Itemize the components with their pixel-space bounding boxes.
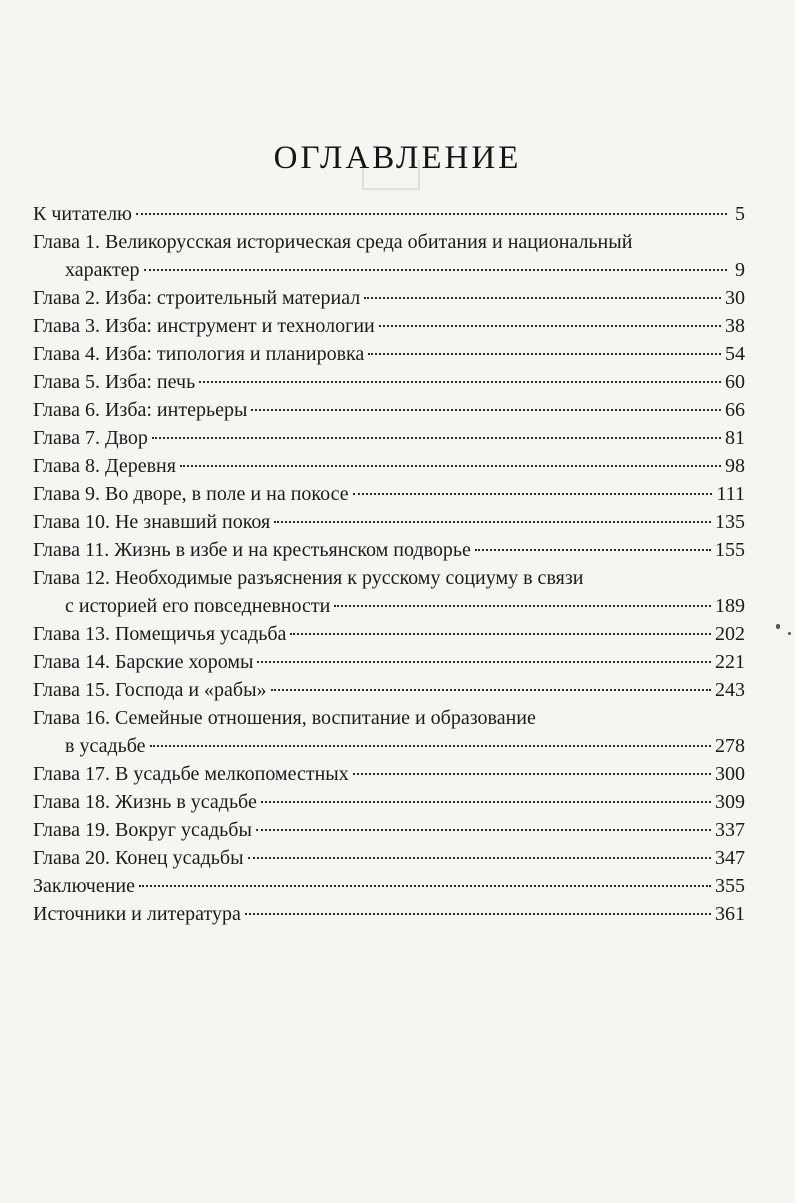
- toc-entry-line: [33, 200, 745, 228]
- toc-entry-line: [33, 900, 745, 928]
- toc-entry-title: Глава 10. Не знавший покоя: [33, 511, 271, 533]
- dot-leader: [256, 829, 711, 831]
- toc-entry[interactable]: [33, 788, 745, 816]
- toc-entry-line: [33, 284, 745, 312]
- toc-entry[interactable]: [33, 900, 745, 928]
- toc-entry-line: [33, 844, 745, 872]
- toc-entry-title: Глава 5. Изба: печь: [33, 371, 196, 393]
- dot-leader: [139, 885, 711, 887]
- toc-page-number: 243: [715, 679, 745, 701]
- toc-entry-line: [33, 340, 745, 368]
- dust-speck: [776, 624, 780, 629]
- toc-entry-title: Глава 9. Во дворе, в поле и на покосе: [33, 483, 349, 505]
- toc-entry-title: с историей его повседневности: [65, 595, 331, 617]
- toc-entry-line: [33, 760, 745, 788]
- toc-page-number: 81: [725, 427, 745, 449]
- toc-entry[interactable]: [33, 564, 745, 620]
- toc-entry-line: [33, 480, 745, 508]
- toc-entry[interactable]: [33, 284, 745, 312]
- toc-entry-line: [33, 676, 745, 704]
- toc-entry-title: Глава 8. Деревня: [33, 455, 176, 477]
- toc-entry-line: [33, 396, 745, 424]
- toc-entry-title: К читателю: [33, 203, 132, 225]
- toc-entry-title: Глава 19. Вокруг усадьбы: [33, 819, 252, 841]
- dot-leader: [180, 465, 721, 467]
- toc-entry[interactable]: [33, 312, 745, 340]
- dust-speck: [788, 632, 791, 635]
- dot-leader: [257, 661, 711, 663]
- toc-entry-title: Глава 18. Жизнь в усадьбе: [33, 791, 257, 813]
- toc-entry[interactable]: [33, 676, 745, 704]
- toc-entry-title: Глава 4. Изба: типология и планировка: [33, 343, 365, 365]
- toc-entry[interactable]: [33, 760, 745, 788]
- toc-entry[interactable]: [33, 480, 745, 508]
- toc-page-number: 278: [715, 735, 745, 757]
- dot-leader: [261, 801, 711, 803]
- toc-page-number: 54: [725, 343, 745, 365]
- toc-entry[interactable]: [33, 648, 745, 676]
- dot-leader: [475, 549, 711, 551]
- toc-page-number: 309: [715, 791, 745, 813]
- toc-entry-line: [33, 816, 745, 844]
- dot-leader: [274, 521, 711, 523]
- toc-entry-line: [33, 228, 745, 256]
- toc-page-number: 155: [715, 539, 745, 561]
- toc-entry-line: [33, 648, 745, 676]
- dot-leader: [251, 409, 721, 411]
- dot-leader: [271, 689, 711, 691]
- toc-entry[interactable]: [33, 844, 745, 872]
- toc-page-number: 111: [716, 483, 745, 505]
- toc-entry-title: Источники и литература: [33, 903, 241, 925]
- toc-entry-title: Глава 13. Помещичья усадьба: [33, 623, 287, 645]
- toc-page-number: 202: [715, 623, 745, 645]
- toc-entry-line: [33, 564, 745, 592]
- toc-entry[interactable]: [33, 396, 745, 424]
- toc-entry-title: характер: [65, 259, 140, 281]
- dot-leader: [144, 269, 727, 271]
- dot-leader: [334, 605, 711, 607]
- toc-entry-line: [33, 592, 745, 620]
- dot-leader: [152, 437, 721, 439]
- table-of-contents: [33, 200, 745, 928]
- toc-page-number: 361: [715, 903, 745, 925]
- toc-entry-title: Глава 7. Двор: [33, 427, 148, 449]
- toc-entry-title: в усадьбе: [65, 735, 146, 757]
- dot-leader: [199, 381, 721, 383]
- dot-leader: [248, 857, 711, 859]
- dot-leader: [353, 493, 713, 495]
- dot-leader: [136, 213, 727, 215]
- toc-entry[interactable]: [33, 368, 745, 396]
- dot-leader: [245, 913, 711, 915]
- toc-entry-line: [33, 620, 745, 648]
- dot-leader: [368, 353, 721, 355]
- toc-entry-line: [33, 732, 745, 760]
- toc-page-number: 38: [725, 315, 745, 337]
- toc-entry[interactable]: [33, 816, 745, 844]
- toc-entry[interactable]: [33, 228, 745, 284]
- toc-entry-line: [33, 256, 745, 284]
- toc-entry-title: Глава 14. Барские хоромы: [33, 651, 254, 673]
- dot-leader: [379, 325, 721, 327]
- toc-entry-line: [33, 788, 745, 816]
- toc-entry[interactable]: [33, 872, 745, 900]
- toc-entry-title: Заключение: [33, 875, 135, 897]
- toc-page-number: 347: [715, 847, 745, 869]
- toc-entry[interactable]: [33, 620, 745, 648]
- toc-entry[interactable]: [33, 536, 745, 564]
- toc-entry[interactable]: [33, 704, 745, 760]
- toc-page-number: 30: [725, 287, 745, 309]
- toc-entry-title: Глава 3. Изба: инструмент и технологии: [33, 315, 375, 337]
- toc-page-number: 66: [725, 399, 745, 421]
- toc-entry-title: Глава 12. Необходимые разъяснения к русскому социуму в связи: [33, 567, 584, 589]
- toc-entry[interactable]: [33, 452, 745, 480]
- toc-page-number: 98: [725, 455, 745, 477]
- toc-entry-title: Глава 1. Великорусская историческая среда обитания и национальный: [33, 231, 633, 253]
- toc-entry-title: Глава 16. Семейные отношения, воспитание и образование: [33, 707, 536, 729]
- toc-page-number: 355: [715, 875, 745, 897]
- toc-entry-line: [33, 872, 745, 900]
- page-title: ОГЛАВЛЕНИЕ: [273, 140, 522, 177]
- toc-entry[interactable]: [33, 424, 745, 452]
- toc-entry-title: Глава 20. Конец усадьбы: [33, 847, 244, 869]
- toc-entry-line: [33, 312, 745, 340]
- toc-entry-line: [33, 368, 745, 396]
- toc-entry-title: Глава 2. Изба: строительный материал: [33, 287, 361, 309]
- toc-page-number: 189: [715, 595, 745, 617]
- toc-page-number: 5: [735, 203, 745, 225]
- toc-page-number: 337: [715, 819, 745, 841]
- toc-entry-line: [33, 452, 745, 480]
- dot-leader: [353, 773, 711, 775]
- toc-page-number: 135: [715, 511, 745, 533]
- toc-entry-title: Глава 15. Господа и «рабы»: [33, 679, 267, 701]
- toc-entry-title: Глава 6. Изба: интерьеры: [33, 399, 248, 421]
- toc-entry[interactable]: [33, 340, 745, 368]
- toc-entry-line: [33, 536, 745, 564]
- dot-leader: [364, 297, 721, 299]
- toc-entry-title: Глава 11. Жизнь в избе и на крестьянском подворье: [33, 539, 471, 561]
- toc-page-number: 221: [715, 651, 745, 673]
- toc-entry-line: [33, 424, 745, 452]
- toc-entry[interactable]: [33, 508, 745, 536]
- dot-leader: [290, 633, 711, 635]
- toc-page-number: 60: [725, 371, 745, 393]
- toc-entry-line: [33, 704, 745, 732]
- toc-entry-line: [33, 508, 745, 536]
- dot-leader: [150, 745, 711, 747]
- toc-page-number: 300: [715, 763, 745, 785]
- toc-entry-title: Глава 17. В усадьбе мелкопоместных: [33, 763, 349, 785]
- toc-entry[interactable]: [33, 200, 745, 228]
- toc-page-number: 9: [735, 259, 745, 281]
